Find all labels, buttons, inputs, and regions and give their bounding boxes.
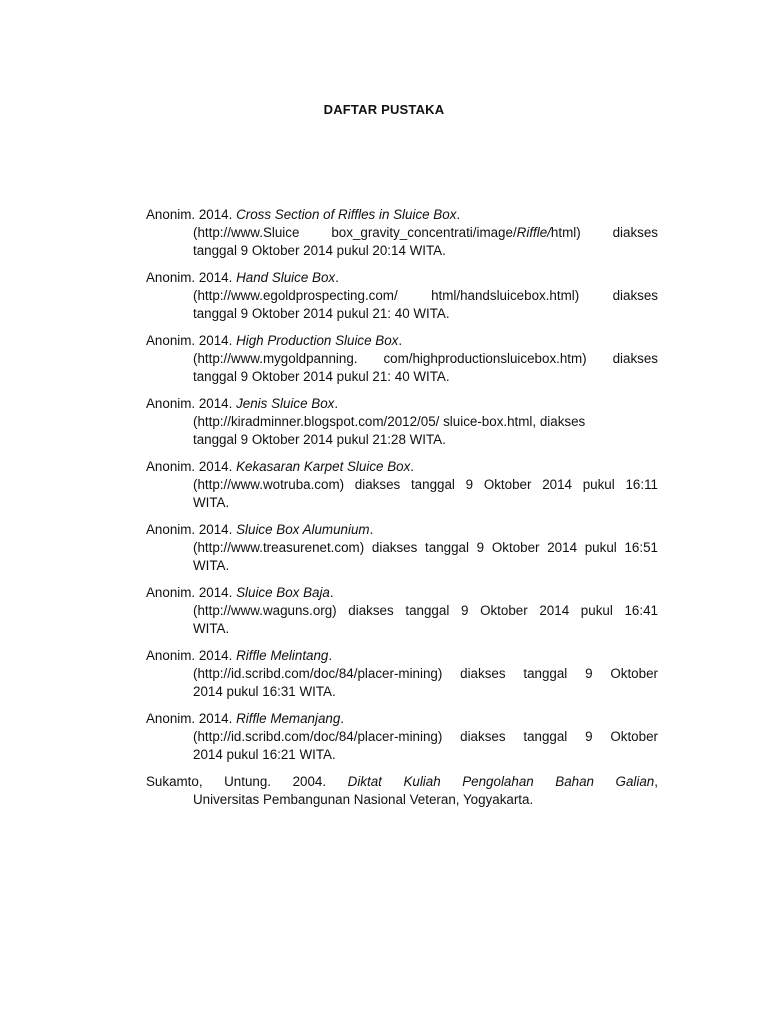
reference-access-line: tanggal 9 Oktober 2014 pukul 21: 40 WITA.: [193, 306, 450, 321]
reference-author-year: Anonim. 2014.: [146, 648, 233, 663]
reference-author-year: Anonim. 2014.: [146, 459, 233, 474]
reference-detail: [146, 413, 658, 449]
reference-heading: Anonim. 2014. Hand Sluice Box.: [146, 270, 339, 285]
reference-author-year: Anonim. 2014.: [146, 207, 233, 222]
reference-url-line: (http://id.scribd.com/doc/84/placer-mining) diakses tanggal 9 Oktober: [193, 666, 658, 681]
reference-author-year: Anonim. 2014.: [146, 711, 233, 726]
reference-detail: [146, 665, 658, 701]
reference-title: Riffle Melintang: [236, 648, 329, 663]
reference-author-year: Anonim. 2014.: [146, 396, 233, 411]
reference-detail: [146, 224, 658, 260]
reference-detail: [146, 476, 658, 512]
reference-detail: [146, 350, 658, 386]
reference-item: [146, 710, 658, 764]
reference-url-line: (http://www.waguns.org) diakses tanggal 9 Oktober 2014 pukul 16:41: [193, 603, 658, 618]
reference-item: [146, 773, 658, 809]
reference-url-line: [193, 224, 658, 242]
reference-list: [146, 206, 658, 818]
reference-url-italic: Riffle/: [516, 225, 551, 240]
reference-author-year: Anonim. 2014.: [146, 270, 233, 285]
reference-detail: [146, 602, 658, 638]
reference-title: Diktat Kuliah Pengolahan Bahan Galian: [347, 774, 655, 789]
reference-url-line: (http://www.mygoldpanning. com/highproductionsluicebox.htm) diakses: [193, 351, 658, 366]
page-title: DAFTAR PUSTAKA: [323, 102, 445, 117]
reference-item: [146, 647, 658, 701]
reference-heading: Anonim. 2014. Riffle Melintang.: [146, 648, 333, 663]
reference-url-line: (http://www.treasurenet.com) diakses tanggal 9 Oktober 2014 pukul 16:51: [193, 540, 658, 555]
reference-detail: [146, 791, 658, 809]
reference-item: [146, 584, 658, 638]
reference-author-year: Anonim. 2014.: [146, 333, 233, 348]
reference-heading: Anonim. 2014. Riffle Memanjang.: [146, 711, 345, 726]
reference-title: Hand Sluice Box: [236, 270, 336, 285]
reference-publisher-line: Universitas Pembangunan Nasional Veteran, Yogyakarta.: [193, 792, 534, 807]
reference-item: [146, 458, 658, 512]
reference-url-line: (http://www.egoldprospecting.com/ html/handsluicebox.html) diakses: [193, 288, 658, 303]
reference-heading: Anonim. 2014. Cross Section of Riffles in Sluice Box.: [146, 207, 461, 222]
reference-title-comma: ,: [654, 774, 658, 789]
reference-url-line: (http://www.wotruba.com) diakses tanggal 9 Oktober 2014 pukul 16:11: [193, 477, 658, 492]
reference-detail: [146, 539, 658, 575]
reference-url-line: (http://id.scribd.com/doc/84/placer-mining) diakses tanggal 9 Oktober: [193, 729, 658, 744]
reference-author-year: Anonim. 2014.: [146, 522, 233, 537]
reference-access-line: WITA.: [193, 621, 230, 636]
reference-access-line: 2014 pukul 16:31 WITA.: [193, 684, 336, 699]
reference-heading: Anonim. 2014. Sluice Box Alumunium.: [146, 522, 374, 537]
reference-detail: [146, 728, 658, 764]
reference-url-part: html) diakses: [550, 225, 658, 240]
reference-heading: Anonim. 2014. High Production Sluice Box.: [146, 333, 403, 348]
reference-title: Jenis Sluice Box: [236, 396, 335, 411]
reference-author-year: Sukamto, Untung. 2004.: [146, 774, 327, 789]
reference-heading: Anonim. 2014. Sluice Box Baja.: [146, 585, 334, 600]
reference-author-year: Anonim. 2014.: [146, 585, 233, 600]
reference-access-line: tanggal 9 Oktober 2014 pukul 21: 40 WITA.: [193, 369, 450, 384]
reference-title: Sluice Box Alumunium: [236, 522, 370, 537]
reference-heading: [146, 773, 658, 791]
reference-heading: Anonim. 2014. Kekasaran Karpet Sluice Box.: [146, 459, 415, 474]
reference-access-line: tanggal 9 Oktober 2014 pukul 20:14 WITA.: [193, 243, 446, 258]
reference-url-part: (http://www.Sluice box_gravity_concentrati/image/: [193, 225, 517, 240]
reference-item: [146, 206, 658, 260]
reference-item: [146, 332, 658, 386]
reference-title: High Production Sluice Box: [236, 333, 399, 348]
reference-title: Cross Section of Riffles in Sluice Box: [236, 207, 457, 222]
reference-title: Kekasaran Karpet Sluice Box: [236, 459, 411, 474]
reference-access-line: WITA.: [193, 558, 230, 573]
reference-heading: Anonim. 2014. Jenis Sluice Box.: [146, 396, 339, 411]
reference-url-line: (http://kiradminner.blogspot.com/2012/05/ sluice-box.html, diakses: [193, 414, 586, 429]
reference-title: Sluice Box Baja: [236, 585, 330, 600]
reference-item: [146, 521, 658, 575]
reference-access-line: WITA.: [193, 495, 230, 510]
reference-item: [146, 269, 658, 323]
reference-title: Riffle Memanjang: [236, 711, 341, 726]
reference-access-line: tanggal 9 Oktober 2014 pukul 21:28 WITA.: [193, 432, 446, 447]
reference-access-line: 2014 pukul 16:21 WITA.: [193, 747, 336, 762]
reference-detail: [146, 287, 658, 323]
reference-item: [146, 395, 658, 449]
